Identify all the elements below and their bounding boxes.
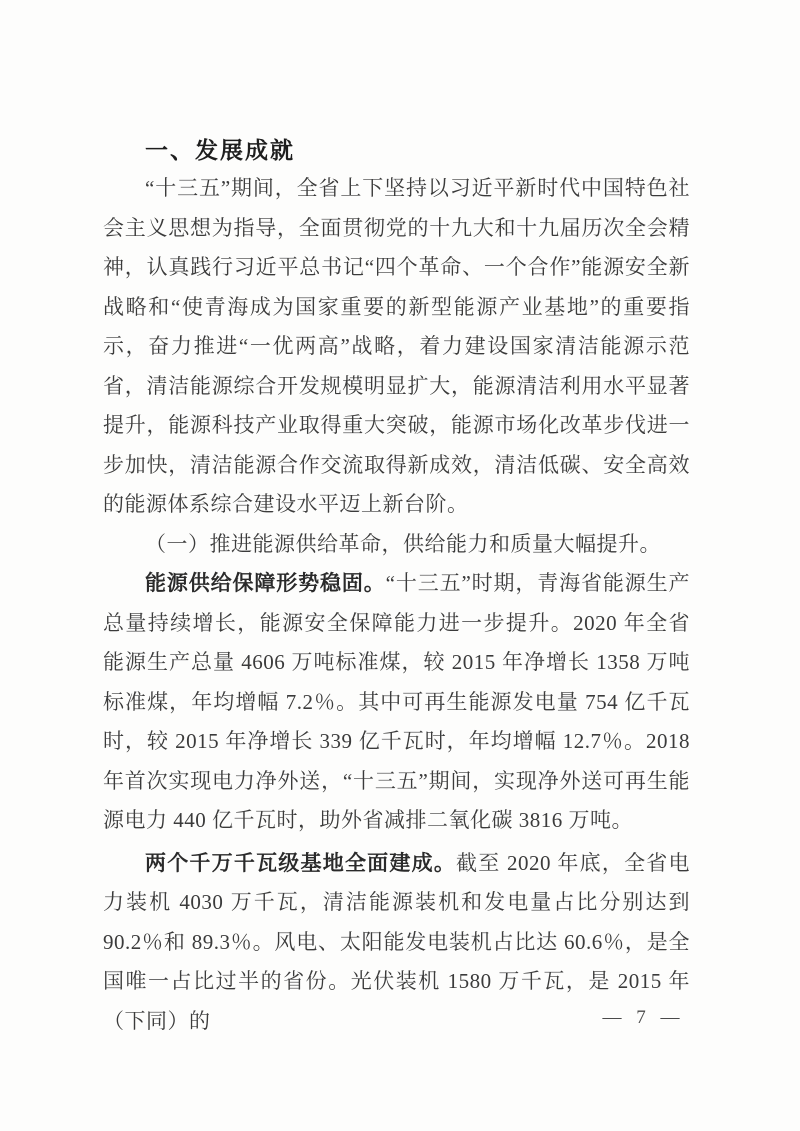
paragraph-subheading (103, 525, 690, 565)
paragraph-text: “十三五”时期，青海省能源生产总量持续增长，能源安全保障能力进一步提升。2020 年全省能源生产总量 4606 万吨标准煤，较 2015 年净增长 1358 万吨标准煤，年均增幅 7.2％。其中可再生能源发电量 754 亿千瓦时，较 2015 年净增长 339 亿千瓦时，年均增幅 12.7％。2018 年首次实现电力净外送，“十三五”期间，实现净外送可再生能源电力 440 亿千瓦时，助外省减排二氧化碳 3816 万吨。 (103, 571, 691, 832)
paragraph-intro (103, 169, 690, 525)
document-body (103, 0, 690, 1041)
paragraph-text: （一）推进能源供给革命，供给能力和质量大幅提升。 (145, 531, 661, 556)
paragraph-energy-supply (103, 564, 690, 841)
section-heading: 一、发展成就 (145, 138, 295, 164)
paragraph-text: “十三五”期间，全省上下坚持以习近平新时代中国特色社会主义思想为指导，全面贯彻党的十九大和十九届历次全会精神，认真践行习近平总书记“四个革命、一个合作”能源安全新战略和“使青海成为国家重要的新型能源产业基地”的重要指示，奋力推进“一优两高”战略，着力建设国家清洁能源示范省，清洁能源综合开发规模明显扩大，能源清洁利用水平显著提升，能源科技产业取得重大突破，能源市场化改革步伐进一步加快，清洁能源合作交流取得新成效，清洁低碳、安全高效的能源体系综合建设水平迈上新台阶。 (103, 176, 690, 516)
paragraph-text: 截至 2020 年底，全省电力装机 4030 万千瓦，清洁能源装机和发电量占比分别达到 90.2％和 89.3％。风电、太阳能发电装机占比达 60.6％，是全国唯一占比过半的省份。光伏装机 1580 万千瓦，是 2015 年（下同）的 (103, 850, 691, 1033)
page-number: — 7 — (602, 1007, 680, 1028)
bold-lead-in: 能源供给保障形势稳固。 (145, 571, 386, 595)
bold-lead-in: 两个千万千瓦级基地全面建成。 (145, 850, 457, 875)
